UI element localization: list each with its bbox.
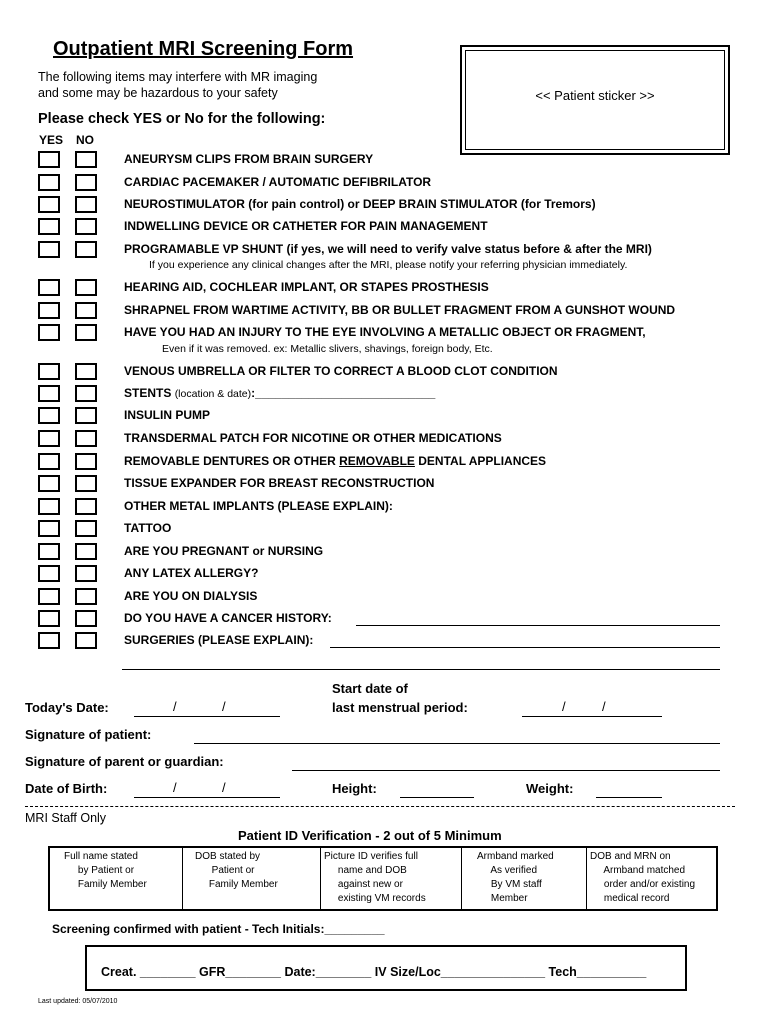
no-checkbox[interactable]	[75, 565, 97, 582]
no-checkbox[interactable]	[75, 196, 97, 213]
item-label	[124, 386, 435, 400]
lmp-label-line-1: Start date of	[332, 681, 408, 696]
no-checkbox[interactable]	[75, 430, 97, 447]
yes-checkbox[interactable]	[38, 151, 60, 168]
yes-checkbox[interactable]	[38, 453, 60, 470]
no-checkbox[interactable]	[75, 385, 97, 402]
todays-date-label: Today's Date:	[25, 700, 109, 715]
yes-checkbox[interactable]	[38, 196, 60, 213]
instructions: Please check YES or No for the following:	[38, 111, 326, 127]
form-title: Outpatient MRI Screening Form	[53, 38, 354, 60]
dob-line[interactable]	[134, 797, 280, 798]
eye-injury-note: Even if it was removed. ex: Metallic slivers, shavings, foreign body, Etc.	[162, 343, 493, 355]
item-label: PROGRAMABLE VP SHUNT (if yes, we will need to verify valve status before & after the MRI)	[124, 242, 652, 256]
dentures-rest: DENTAL APPLIANCES	[414, 454, 547, 468]
item-label: ARE YOU ON DIALYSIS	[124, 589, 258, 603]
no-checkbox[interactable]	[75, 498, 97, 515]
item-label: INSULIN PUMP	[124, 408, 211, 422]
intro-line-1: The following items may interfere with MR imaging	[38, 70, 318, 84]
no-checkbox[interactable]	[75, 610, 97, 627]
height-line[interactable]	[400, 797, 474, 798]
no-column-header: NO	[76, 133, 94, 147]
signature-patient-label: Signature of patient:	[25, 727, 152, 742]
date-slash: /	[562, 699, 566, 714]
verification-cell-name[interactable]: Full name stated by Patient or Family Member	[50, 848, 183, 909]
date-slash: /	[222, 699, 226, 714]
stents-note: (location & date)	[174, 388, 252, 400]
item-label: CARDIAC PACEMAKER / AUTOMATIC DEFIBRILATOR	[124, 175, 432, 189]
patient-sticker-label: << Patient sticker >>	[465, 50, 725, 150]
signature-parent-line[interactable]	[292, 770, 720, 771]
no-checkbox[interactable]	[75, 174, 97, 191]
yes-checkbox[interactable]	[38, 279, 60, 296]
yes-checkbox[interactable]	[38, 520, 60, 537]
no-checkbox[interactable]	[75, 302, 97, 319]
surgeries-line[interactable]	[330, 647, 720, 648]
cancer-history-line[interactable]	[356, 625, 720, 626]
yes-checkbox[interactable]	[38, 475, 60, 492]
surgeries-extra-line[interactable]	[122, 669, 720, 670]
yes-checkbox[interactable]	[38, 498, 60, 515]
todays-date-line[interactable]	[134, 716, 280, 717]
stents-label: STENTS	[124, 386, 172, 400]
weight-label: Weight:	[526, 781, 574, 796]
intro-line-2: and some may be hazardous to your safety	[38, 86, 278, 100]
no-checkbox[interactable]	[75, 475, 97, 492]
lab-values-box	[85, 945, 687, 991]
yes-checkbox[interactable]	[38, 174, 60, 191]
vp-shunt-note: If you experience any clinical changes after the MRI, please notify your referring physician immediately.	[149, 259, 628, 271]
yes-checkbox[interactable]	[38, 385, 60, 402]
item-label: DO YOU HAVE A CANCER HISTORY:	[124, 611, 332, 625]
no-checkbox[interactable]	[75, 363, 97, 380]
verification-table	[48, 846, 718, 911]
verification-cell-mrn[interactable]: DOB and MRN on Armband matched order and/or existing medical record	[590, 851, 696, 904]
no-checkbox[interactable]	[75, 543, 97, 560]
item-label	[124, 454, 546, 468]
yes-checkbox[interactable]	[38, 302, 60, 319]
yes-checkbox[interactable]	[38, 430, 60, 447]
item-label: TISSUE EXPANDER FOR BREAST RECONSTRUCTION	[124, 476, 435, 490]
item-label: TRANSDERMAL PATCH FOR NICOTINE OR OTHER MEDICATIONS	[124, 431, 502, 445]
yes-checkbox[interactable]	[38, 324, 60, 341]
no-checkbox[interactable]	[75, 324, 97, 341]
yes-checkbox[interactable]	[38, 218, 60, 235]
yes-checkbox[interactable]	[38, 543, 60, 560]
signature-patient-line[interactable]	[194, 743, 720, 744]
verification-cell-picture-id[interactable]: Picture ID verifies full name and DOB against new or existing VM records	[321, 848, 462, 909]
lab-values-line[interactable]: Creat. ________ GFR________ Date:________ IV Size/Loc_______________ Tech__________	[101, 965, 647, 979]
yes-column-header: YES	[39, 133, 64, 147]
item-label: SHRAPNEL FROM WARTIME ACTIVITY, BB OR BULLET FRAGMENT FROM A GUNSHOT WOUND	[124, 303, 676, 317]
no-checkbox[interactable]	[75, 453, 97, 470]
no-checkbox[interactable]	[75, 218, 97, 235]
date-slash: /	[222, 780, 226, 795]
no-checkbox[interactable]	[75, 632, 97, 649]
no-checkbox[interactable]	[75, 407, 97, 424]
lmp-date-line[interactable]	[522, 716, 662, 717]
yes-checkbox[interactable]	[38, 407, 60, 424]
yes-checkbox[interactable]	[38, 565, 60, 582]
item-label: HEARING AID, COCHLEAR IMPLANT, OR STAPES PROSTHESIS	[124, 280, 489, 294]
intro-text	[38, 69, 317, 101]
date-slash: /	[173, 780, 177, 795]
dentures-label: REMOVABLE DENTURES OR OTHER	[124, 454, 336, 468]
patient-sticker-box	[460, 45, 730, 155]
last-updated: Last updated: 05/07/2010	[38, 998, 118, 1005]
item-label: VENOUS UMBRELLA OR FILTER TO CORRECT A BLOOD CLOT CONDITION	[124, 364, 558, 378]
date-slash: /	[602, 699, 606, 714]
yes-checkbox[interactable]	[38, 363, 60, 380]
item-label: ANY LATEX ALLERGY?	[124, 566, 259, 580]
dentures-removable: REMOVABLE	[339, 454, 415, 468]
lmp-label-line-2: last menstrual period:	[332, 700, 468, 715]
yes-checkbox[interactable]	[38, 632, 60, 649]
stents-blank[interactable]: :___________________________	[251, 386, 436, 400]
item-label: INDWELLING DEVICE OR CATHETER FOR PAIN MANAGEMENT	[124, 219, 488, 233]
weight-line[interactable]	[596, 797, 662, 798]
item-label: OTHER METAL IMPLANTS (PLEASE EXPLAIN):	[124, 499, 393, 513]
staff-divider	[25, 806, 735, 807]
screening-confirmed[interactable]: Screening confirmed with patient - Tech Initials:_________	[52, 922, 385, 936]
no-checkbox[interactable]	[75, 151, 97, 168]
item-label: NEUROSTIMULATOR (for pain control) or DEEP BRAIN STIMULATOR (for Tremors)	[124, 197, 596, 211]
item-label: ANEURYSM CLIPS FROM BRAIN SURGERY	[124, 152, 374, 166]
staff-only-label: MRI Staff Only	[25, 811, 107, 825]
date-slash: /	[173, 699, 177, 714]
no-checkbox[interactable]	[75, 279, 97, 296]
yes-checkbox[interactable]	[38, 241, 60, 258]
yes-checkbox[interactable]	[38, 588, 60, 605]
dob-label: Date of Birth:	[25, 781, 108, 796]
yes-checkbox[interactable]	[38, 610, 60, 627]
signature-parent-label: Signature of parent or guardian:	[25, 754, 224, 769]
patient-id-verification-title: Patient ID Verification - 2 out of 5 Minimum	[238, 828, 502, 843]
no-checkbox[interactable]	[75, 241, 97, 258]
item-label: HAVE YOU HAD AN INJURY TO THE EYE INVOLVING A METALLIC OBJECT OR FRAGMENT,	[124, 325, 646, 339]
no-checkbox[interactable]	[75, 520, 97, 537]
no-checkbox[interactable]	[75, 588, 97, 605]
verification-cell-dob[interactable]: DOB stated by Patient or Family Member	[183, 848, 321, 909]
item-label: SURGERIES (PLEASE EXPLAIN):	[124, 633, 314, 647]
height-label: Height:	[332, 781, 377, 796]
item-label: ARE YOU PREGNANT or NURSING	[124, 544, 324, 558]
item-label: TATTOO	[124, 521, 172, 535]
verification-cell-armband[interactable]: Armband marked As verified By VM staff Member	[462, 848, 587, 909]
